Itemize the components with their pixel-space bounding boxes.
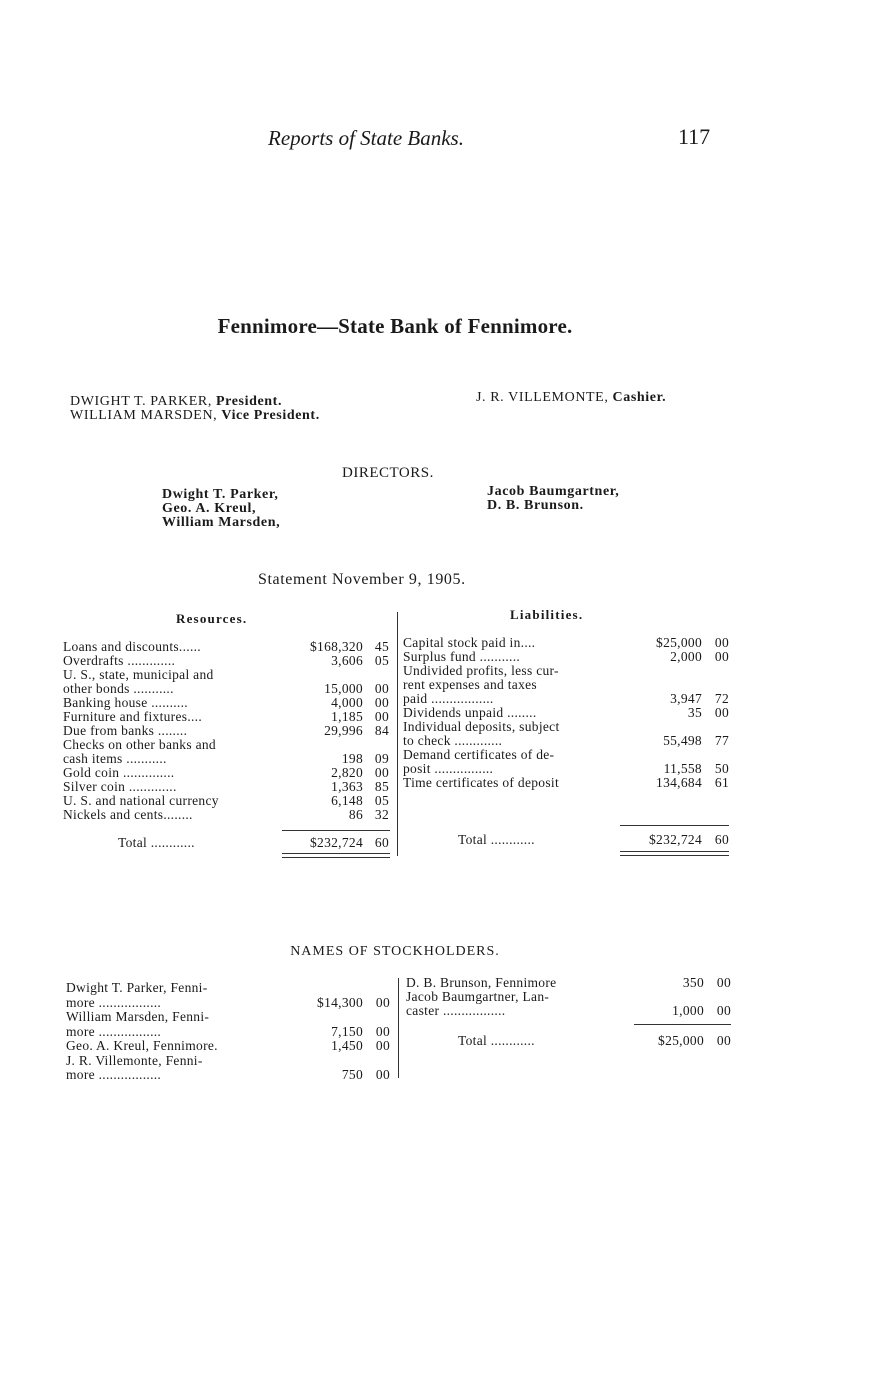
liability-dollars: 134,684 [656,775,702,790]
stockholder-right-dollars: 350 [682,975,704,990]
resource-dollars: 1,363 [331,779,363,794]
director-left-3: William Marsden, [162,515,281,530]
liability-dollars: 11,558 [663,761,702,776]
resource-label: U. S., state, municipal and [63,667,214,682]
resources-total-double-rule [282,853,390,858]
resource-label: Checks on other banks and [63,737,216,752]
vice-president-title: Vice President. [221,408,320,423]
stockholders-heading: NAMES OF STOCKHOLDERS. [290,944,500,959]
liability-label: Surplus fund ........... [403,649,521,664]
stockholder-left-cents: 00 [375,1067,390,1082]
resource-cents: 05 [374,653,389,668]
resource-dollars: $168,320 [309,639,363,654]
liability-label: Demand certificates of de- [403,747,555,762]
stockholders-total-dollars: $25,000 [658,1033,704,1048]
director-right-2: D. B. Brunson. [487,498,584,513]
president-title: President. [216,394,283,409]
director-right-1: Jacob Baumgartner, [487,484,620,499]
stockholder-left-dollars: 750 [341,1067,363,1082]
stockholder-left-cents: 00 [375,994,390,1010]
statement-title: Statement November 9, 1905. [258,571,466,588]
resource-cents: 00 [374,695,389,710]
resource-cents: 45 [374,639,389,654]
stockholder-left-label: more ................. [66,1023,162,1039]
liabilities-total-double-rule [620,851,729,856]
resource-dollars: 15,000 [324,681,363,696]
resource-label: Banking house .......... [63,695,188,710]
liability-dollars: 2,000 [670,649,702,664]
liability-label: rent expenses and taxes [403,677,537,692]
running-title: Reports of State Banks. [268,126,464,150]
liability-cents: 00 [714,705,729,720]
liabilities-heading: Liabilities. [510,607,584,622]
stockholder-right-label: caster ................. [406,1003,506,1018]
resource-cents: 32 [374,807,389,822]
stockholder-left-dollars: 1,450 [331,1038,363,1053]
stockholder-left-label: more ................. [66,994,162,1010]
liability-label: Time certificates of deposit [403,775,559,790]
resources-total-dollars: $232,724 [309,835,363,850]
resources-total-rule [282,830,390,831]
cashier-title: Cashier. [612,390,667,405]
stockholder-left-cents: 00 [375,1038,390,1053]
liability-dollars: 35 [687,705,702,720]
liability-label: Undivided profits, less cur- [403,663,559,678]
stockholder-right-cents: 00 [716,1003,731,1018]
president-name: DWIGHT T. PARKER, [70,394,212,409]
stockholder-left-label: William Marsden, Fenni- [66,1009,210,1024]
stockholder-right-label: Jacob Baumgartner, Lan- [406,989,550,1004]
stockholders-total-cents: 00 [716,1033,731,1048]
resource-cents: 00 [374,765,389,780]
resource-dollars: 2,820 [331,765,363,780]
stockholder-left-dollars: $14,300 [317,994,363,1010]
resource-label: Silver coin ............. [63,779,177,794]
resource-dollars: 1,185 [331,709,363,724]
resources-total-cents: 60 [374,835,389,850]
stockholders-total-label: Total ............ [458,1033,535,1048]
resource-label: other bonds ........... [63,681,174,696]
stockholder-right-label: D. B. Brunson, Fennimore [406,975,557,990]
resource-label: Furniture and fixtures.... [63,709,203,724]
liability-cents: 00 [714,649,729,664]
officer-cashier [476,390,666,406]
stockholder-right-cents: 00 [716,975,731,990]
resource-dollars: 86 [348,807,363,822]
resource-label: Due from banks ........ [63,723,188,738]
resource-cents: 05 [374,793,389,808]
liability-cents: 72 [714,691,729,706]
resources-total-label: Total ............ [118,835,195,850]
liability-cents: 77 [714,733,729,748]
cashier-name: J. R. VILLEMONTE, [476,390,609,405]
stockholder-left-label: Geo. A. Kreul, Fennimore. [66,1038,218,1053]
liability-dollars: 55,498 [663,733,702,748]
liability-label: to check ............. [403,733,503,748]
resource-cents: 00 [374,681,389,696]
resource-label: Nickels and cents........ [63,807,193,822]
liability-label: Individual deposits, subject [403,719,560,734]
resource-dollars: 3,606 [331,653,363,668]
liabilities-total-rule [620,825,729,826]
resource-dollars: 4,000 [331,695,363,710]
page-number: 117 [678,124,711,149]
resource-label: U. S. and national currency [63,793,219,808]
liabilities-total-cents: 60 [714,832,729,847]
statement-divider [397,612,398,856]
stockholder-right-dollars: 1,000 [672,1003,704,1018]
resource-cents: 09 [374,751,389,766]
vice-president-name: WILLIAM MARSDEN, [70,408,218,423]
stockholder-left-label: more ................. [66,1067,162,1082]
resource-dollars: 198 [341,751,363,766]
officer-vice-president [70,408,320,424]
resources-heading: Resources. [176,611,248,626]
liabilities-total-label: Total ............ [458,832,535,847]
liability-cents: 50 [714,761,729,776]
resource-cents: 85 [374,779,389,794]
resource-label: cash items ........... [63,751,167,766]
stockholders-total-rule [634,1024,731,1025]
stockholder-left-label: J. R. Villemonte, Fenni- [66,1052,203,1068]
resource-label: Overdrafts ............. [63,653,176,668]
resource-dollars: 6,148 [331,793,363,808]
resource-label: Loans and discounts...... [63,639,201,654]
stockholders-divider [398,978,399,1078]
liability-cents: 61 [714,775,729,790]
bank-title: Fennimore—State Bank of Fennimore. [217,314,573,338]
liability-dollars: 3,947 [670,691,702,706]
liability-label: posit ................ [403,761,494,776]
directors-heading: DIRECTORS. [342,465,434,481]
resource-dollars: 29,996 [324,723,363,738]
liability-label: paid ................. [403,691,494,706]
stockholder-left-cents: 00 [375,1023,390,1039]
resource-cents: 00 [374,709,389,724]
liability-cents: 00 [714,635,729,650]
resource-cents: 84 [374,723,389,738]
stockholder-left-dollars: 7,150 [331,1023,363,1039]
director-left-1: Dwight T. Parker, [162,487,279,502]
resource-label: Gold coin .............. [63,765,175,780]
director-left-2: Geo. A. Kreul, [162,501,257,516]
stockholder-left-label: Dwight T. Parker, Fenni- [66,980,208,995]
liability-dollars: $25,000 [656,635,702,650]
liability-label: Dividends unpaid ........ [403,705,537,720]
liability-label: Capital stock paid in.... [403,635,536,650]
liabilities-total-dollars: $232,724 [648,832,702,847]
